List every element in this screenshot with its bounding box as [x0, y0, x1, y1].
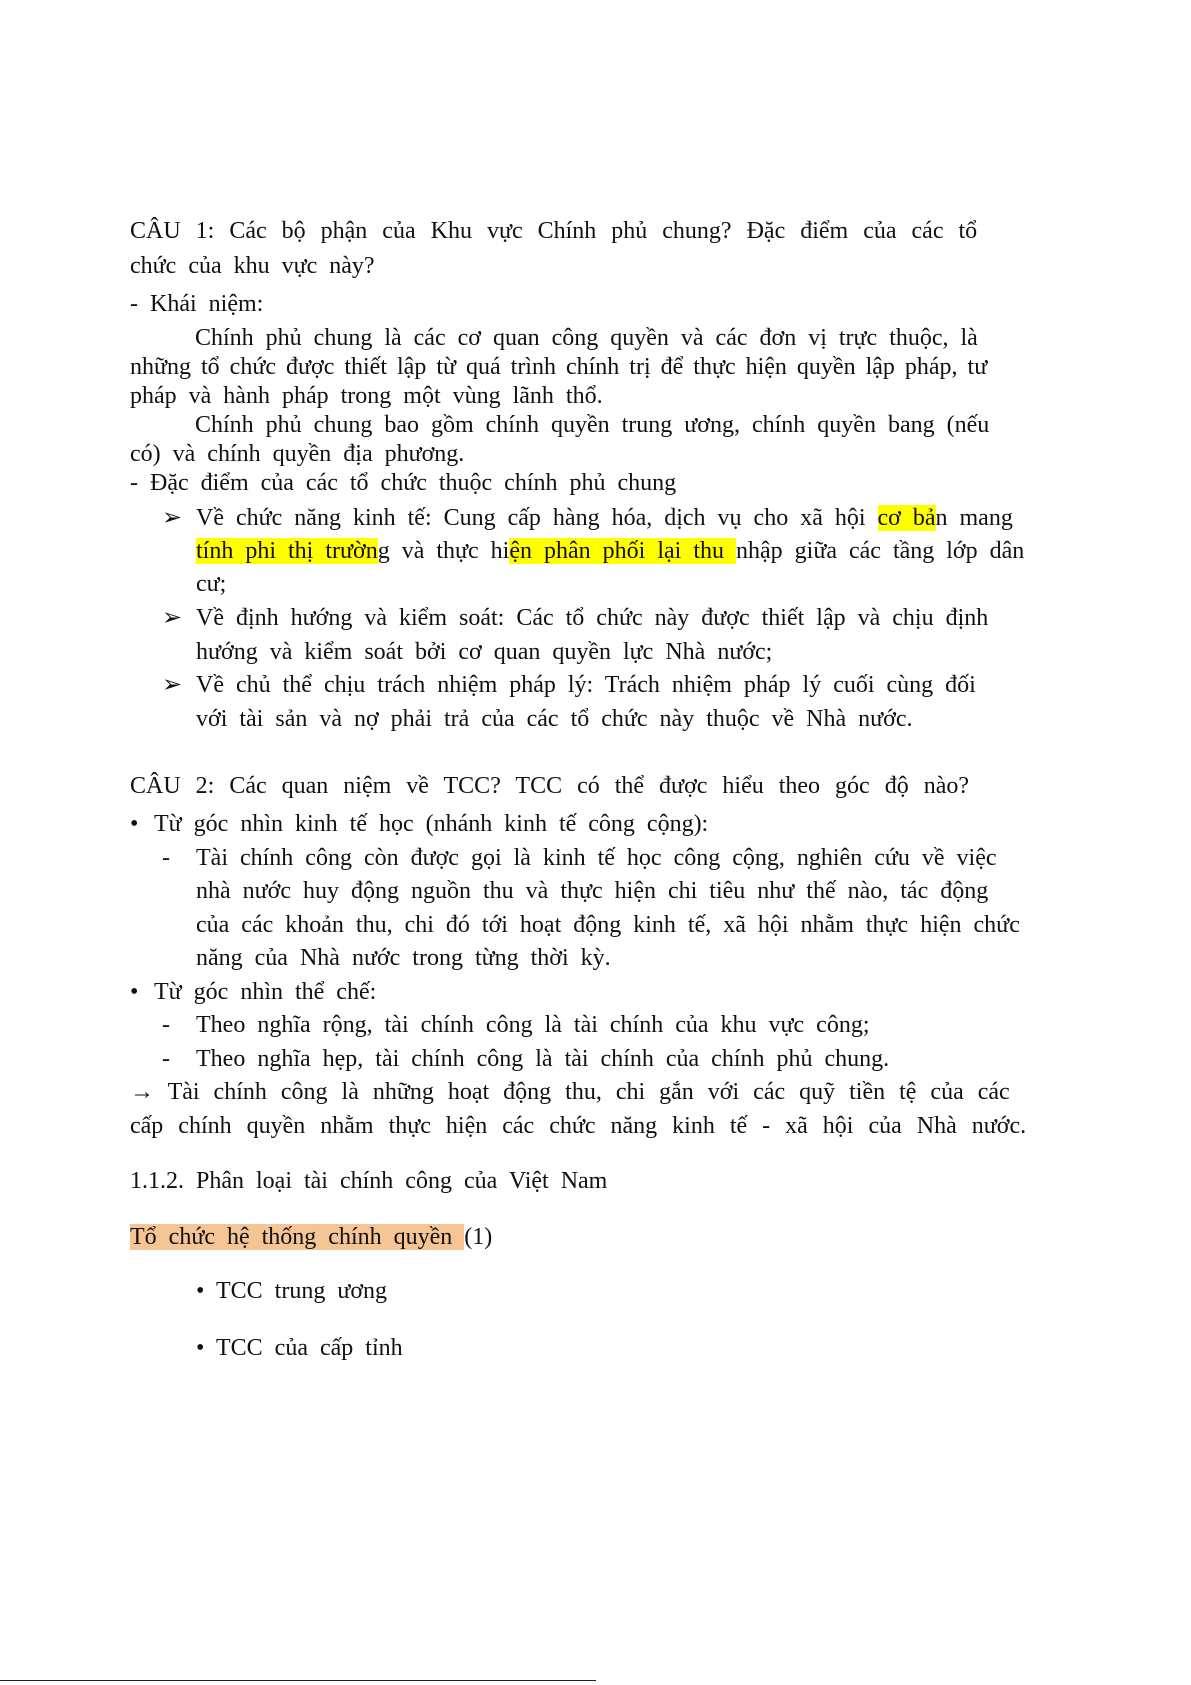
- econ-view-text: Tài chính công còn được gọi là kinh tế học công cộng, nghiên cứu về việc: [196, 845, 997, 871]
- inst-view-text: Theo nghĩa hẹp, tài chính công là tài chính của chính phủ chung.: [196, 1046, 890, 1072]
- section-heading: 1.1.2. Phân loại tài chính công của Việt Nam: [130, 1168, 608, 1194]
- dash-bullet-icon: -: [162, 845, 170, 871]
- list-item: [196, 1276, 387, 1306]
- q1-title-line-2: chức của khu vực này?: [130, 253, 375, 279]
- org-system-suffix: (1): [464, 1224, 493, 1250]
- econ-view-line-3: của các khoản thu, chi đó tới hoạt động kinh tế, xã hội nhằm thực hiện chức: [196, 912, 1020, 938]
- econ-view-heading-text: Từ góc nhìn kinh tế học (nhánh kinh tế công cộng):: [154, 811, 709, 837]
- highlighted-text: Tổ chức hệ thống chính quyền: [130, 1224, 465, 1250]
- arrowhead-bullet-icon: ➢: [162, 505, 183, 531]
- feature-economic-text: Về chức năng kinh tế: Cung cấp hàng hóa, dịch vụ cho xã hội: [196, 505, 878, 531]
- highlighted-text: cơ bả: [877, 505, 936, 531]
- arrowhead-bullet-icon: ➢: [162, 605, 183, 631]
- concept-paragraph-1-line-2: những tổ chức được thiết lập từ quá trình chính trị để thực hiện quyền lập pháp, tư: [130, 354, 988, 380]
- footnote-divider: [0, 1680, 596, 1681]
- feature-orientation-line-1: [162, 603, 988, 633]
- feature-liability-line-1: [162, 670, 976, 700]
- bullet-dot-icon: •: [130, 811, 139, 837]
- feature-orientation-line-2: hướng và kiểm soát bởi cơ quan quyền lực Nhà nước;: [196, 639, 773, 665]
- inst-view-heading: [130, 977, 376, 1007]
- feature-liability-text: Về chủ thể chịu trách nhiệm pháp lý: Trách nhiệm pháp lý cuối cùng đối: [196, 672, 976, 698]
- bullet-dot-icon: •: [196, 1278, 205, 1304]
- list-item-text: TCC trung ương: [216, 1278, 388, 1304]
- highlighted-text: tính phi thị trườn: [196, 538, 378, 564]
- econ-view-line-1: [162, 843, 997, 873]
- feature-economic-line-2: [196, 536, 1024, 566]
- feature-economic-text: nhập giữa các tầng lớp dân: [736, 538, 1025, 564]
- econ-view-line-2: nhà nước huy động nguồn thu và thực hiện chi tiêu như thế nào, tác động: [196, 878, 989, 904]
- inst-view-line-2: [162, 1044, 889, 1074]
- concept-heading: - Khái niệm:: [130, 291, 264, 317]
- feature-economic-text: n mang: [935, 505, 1013, 531]
- list-item: [196, 1333, 403, 1363]
- feature-liability-line-2: với tài sản và nợ phải trả của các tổ chức này thuộc về Nhà nước.: [196, 706, 913, 732]
- highlighted-text: ện phân phối lại thu: [509, 538, 736, 564]
- concept-paragraph-2-line-2: có) và chính quyền địa phương.: [130, 441, 465, 467]
- arrowhead-bullet-icon: ➢: [162, 672, 183, 698]
- feature-economic-line-3: cư;: [196, 571, 227, 597]
- feature-orientation-text: Về định hướng và kiểm soát: Các tổ chức này được thiết lập và chịu định: [196, 605, 989, 631]
- econ-view-line-4: năng của Nhà nước trong từng thời kỳ.: [196, 945, 611, 971]
- concept-paragraph-1-line-1: Chính phủ chung là các cơ quan công quyền và các đơn vị trực thuộc, là: [195, 325, 978, 351]
- dash-bullet-icon: -: [162, 1046, 170, 1072]
- features-heading: - Đặc điểm của các tổ chức thuộc chính phủ chung: [130, 470, 677, 496]
- concept-paragraph-1-line-3: pháp và hành pháp trong một vùng lãnh thổ.: [130, 383, 603, 409]
- inst-view-line-1: [162, 1010, 870, 1040]
- q1-title-line-1: CÂU 1: Các bộ phận của Khu vực Chính phủ chung? Đặc điểm của các tổ: [130, 218, 978, 244]
- list-item-text: TCC của cấp tỉnh: [216, 1335, 403, 1361]
- feature-economic-text: g và thực hi: [377, 538, 510, 564]
- inst-view-text: Theo nghĩa rộng, tài chính công là tài chính của khu vực công;: [196, 1012, 870, 1038]
- concept-paragraph-2-line-1: Chính phủ chung bao gồm chính quyền trung ương, chính quyền bang (nếu: [195, 412, 990, 438]
- bullet-dot-icon: •: [196, 1335, 205, 1361]
- org-system-line: [130, 1222, 492, 1252]
- conclusion-line-2: cấp chính quyền nhằm thực hiện các chức năng kinh tế - xã hội của Nhà nước.: [130, 1113, 1027, 1139]
- inst-view-heading-text: Từ góc nhìn thể chế:: [154, 979, 377, 1005]
- feature-economic-line-1: [162, 503, 1013, 533]
- conclusion-line-1: → Tài chính công là những hoạt động thu, chi gắn với các quỹ tiền tệ của các: [130, 1079, 1010, 1105]
- q2-title: CÂU 2: Các quan niệm về TCC? TCC có thể được hiểu theo góc độ nào?: [130, 773, 970, 799]
- dash-bullet-icon: -: [162, 1012, 170, 1038]
- bullet-dot-icon: •: [130, 979, 139, 1005]
- econ-view-heading: [130, 809, 708, 839]
